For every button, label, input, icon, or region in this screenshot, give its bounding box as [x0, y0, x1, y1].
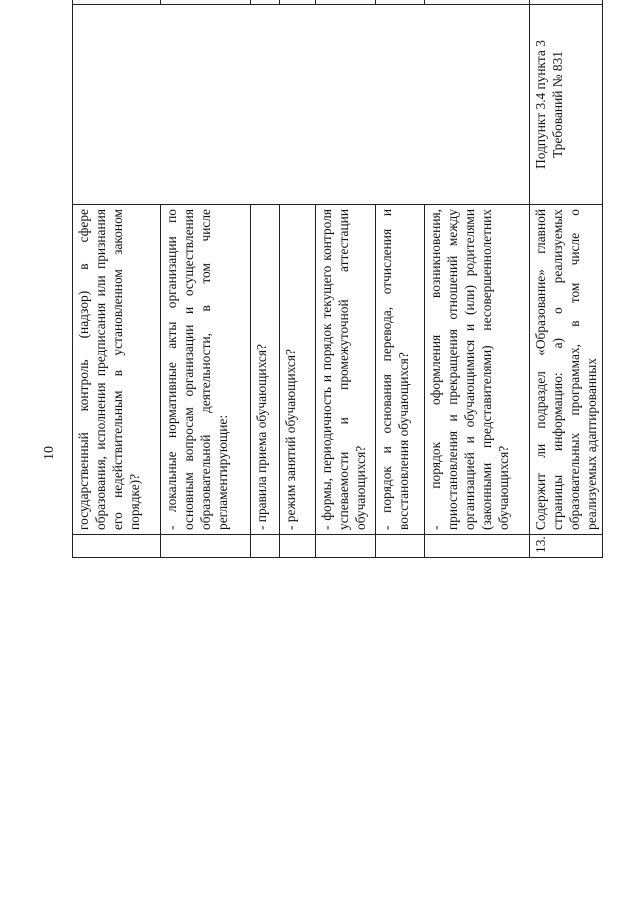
question-cell: - порядок и основания перевода, отчисления и восстановления обучающихся?: [376, 205, 425, 535]
checklist-table: [72, 0, 603, 558]
answer-cell: [161, 0, 251, 5]
table-row: [530, 0, 603, 558]
page-number: 10: [42, 446, 57, 460]
reference-cell: Подпункт 3.4 пункта 3 Требований № 831: [530, 5, 603, 205]
question-cell: Содержит ли подраздел «Образование» главной страницы информацию: а) о реализуемых образовательных программах, в том числе о реализуемых адаптированных: [530, 205, 603, 535]
row-number: [376, 535, 425, 558]
question-cell: - локальные нормативные акты организации по основным вопросам организации и осуществления образовательной деятельности, в том числе регламентирующие:: [161, 205, 251, 535]
question-cell: - правила приема обучающихся?: [251, 205, 280, 535]
question-cell: - порядок оформления возникновения, приостановления и прекращения отношений между организацией и обучающимися и (или) родителями (законными представителями) несовершеннолетних обучающихся?: [425, 205, 530, 535]
row-number: [161, 535, 251, 558]
answer-cell: [316, 0, 376, 5]
answer-cell: [280, 0, 316, 5]
row-number: [280, 535, 316, 558]
question-cell: - режим занятий обучающихся?: [280, 205, 316, 535]
checklist-table-container: [72, 40, 599, 848]
table-row: [73, 0, 161, 558]
row-number: [316, 535, 376, 558]
question-cell: - формы, периодичность и порядок текущего контроля успеваемости и промежуточной аттестации обучающихся?: [316, 205, 376, 535]
reference-cell: [73, 5, 530, 205]
answer-cell: [425, 0, 530, 5]
row-number: [425, 535, 530, 558]
row-number: 13.: [530, 535, 603, 558]
answer-cell: [251, 0, 280, 5]
answer-cell: [73, 0, 161, 5]
row-number: [73, 535, 161, 558]
question-cell: государственный контроль (надзор) в сфере образования, исполнения предписания или признания его недействительным в установленном законом порядке)?: [73, 205, 161, 535]
answer-cell: [376, 0, 425, 5]
answer-cell: [530, 0, 603, 5]
row-number: [251, 535, 280, 558]
